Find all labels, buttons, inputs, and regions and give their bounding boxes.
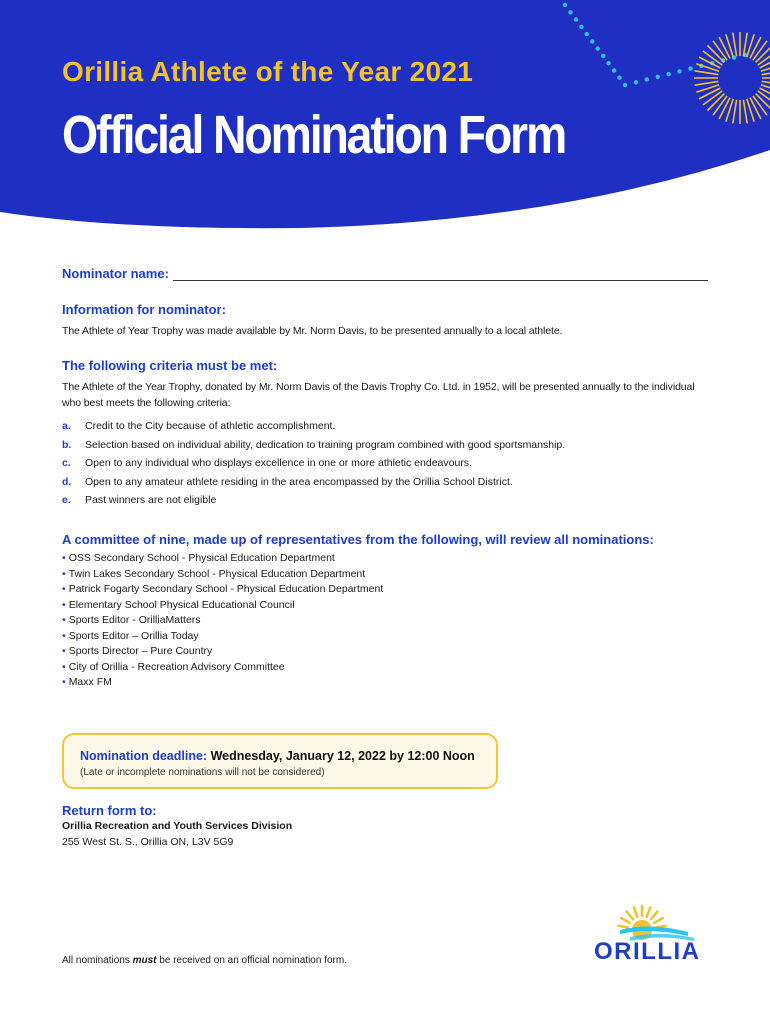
criteria-text: Selection based on individual ability, dedication to training program combined with good sportsmanship. xyxy=(85,438,566,451)
committee-member xyxy=(62,645,383,661)
criteria-item xyxy=(62,457,565,476)
committee-member xyxy=(62,568,383,584)
committee-member xyxy=(62,599,383,615)
bullet-icon: • xyxy=(62,552,66,564)
criteria-item xyxy=(62,494,565,513)
criteria-letter: a. xyxy=(62,420,71,432)
bullet-icon: • xyxy=(62,629,66,642)
return-address: 255 West St. S., Orillia ON, L3V 5G9 xyxy=(62,836,234,848)
criteria-letter: c. xyxy=(62,457,71,469)
deadline-date: Wednesday, January 12, 2022 by 12:00 Noon xyxy=(210,749,475,763)
bullet-icon: • xyxy=(62,598,66,611)
deadline-note: (Late or incomplete nominations will not be considered) xyxy=(80,767,325,778)
footer-emphasis: must xyxy=(132,955,157,966)
committee-list xyxy=(62,552,383,692)
committee-member xyxy=(62,630,383,646)
info-text: The Athlete of Year Trophy was made available by Mr. Norm Davis, to be presented annually to a local athlete. xyxy=(62,325,563,337)
criteria-text: Open to any individual who displays excellence in one or more athletic endeavours. xyxy=(85,457,472,469)
deadline-label: Nomination deadline: xyxy=(80,749,208,763)
deadline-callout xyxy=(62,733,498,789)
committee-member xyxy=(62,676,383,692)
footer-note xyxy=(62,955,347,966)
footer-text-end: be received on an official nomination form. xyxy=(156,955,347,966)
committee-member-text: Sports Editor - OrilliaMatters xyxy=(68,614,201,626)
criteria-letter: d. xyxy=(62,475,72,488)
orillia-logo xyxy=(590,900,712,970)
committee-member-text: Maxx FM xyxy=(68,676,112,688)
deadline-line xyxy=(80,749,475,763)
nominator-name-field[interactable] xyxy=(173,266,708,281)
committee-member-text: Sports Director – Pure Country xyxy=(68,645,213,657)
criteria-letter: e. xyxy=(62,494,71,506)
criteria-list xyxy=(62,420,565,513)
criteria-item xyxy=(62,439,565,458)
bullet-icon: • xyxy=(62,676,66,688)
bullet-icon: • xyxy=(62,567,66,580)
committee-member xyxy=(62,614,383,630)
return-heading: Return form to: xyxy=(62,803,157,818)
footer-text-start: All nominations xyxy=(62,955,133,966)
criteria-text: Credit to the City because of athletic accomplishment. xyxy=(85,420,336,432)
bullet-icon: • xyxy=(62,614,66,626)
nominator-name-label: Nominator name: xyxy=(62,266,169,281)
form-title: Official Nomination Form xyxy=(62,105,566,165)
committee-member xyxy=(62,661,383,677)
committee-member-text: Twin Lakes Secondary School - Physical Education Department xyxy=(68,567,366,580)
criteria-text: Past winners are not eligible xyxy=(85,494,217,506)
return-organization: Orillia Recreation and Youth Services Division xyxy=(62,820,293,832)
bullet-icon: • xyxy=(62,660,66,673)
criteria-letter: b. xyxy=(62,438,72,451)
bullet-icon: • xyxy=(62,645,66,657)
committee-member-text: Elementary School Physical Educational Council xyxy=(68,598,295,611)
committee-member-text: Sports Editor – Orillia Today xyxy=(68,629,199,642)
form-subtitle: Orillia Athlete of the Year 2021 xyxy=(62,56,474,87)
bullet-icon: • xyxy=(62,583,66,595)
header-banner xyxy=(0,0,770,230)
criteria-item xyxy=(62,476,565,495)
info-heading: Information for nominator: xyxy=(62,302,226,317)
criteria-text: Open to any amateur athlete residing in the area encompassed by the Orillia School District. xyxy=(85,475,513,488)
nominator-name-row xyxy=(62,266,708,281)
criteria-intro: The Athlete of the Year Trophy, donated by Mr. Norm Davis of the Davis Trophy Co. Ltd. in 1952, will be presented annually to the individual who best meets the following criteria: xyxy=(62,381,695,409)
committee-member xyxy=(62,552,383,568)
criteria-heading: The following criteria must be met: xyxy=(62,358,278,373)
committee-member xyxy=(62,583,383,599)
logo-wordmark: ORILLIA xyxy=(594,938,701,965)
committee-member-text: Patrick Fogarty Secondary School - Physical Education Department xyxy=(68,583,384,595)
criteria-item xyxy=(62,420,565,439)
committee-member-text: OSS Secondary School - Physical Education Department xyxy=(68,552,335,564)
committee-heading: A committee of nine, made up of representatives from the following, will review all nominations: xyxy=(62,532,654,547)
committee-member-text: City of Orillia - Recreation Advisory Committee xyxy=(68,660,285,673)
